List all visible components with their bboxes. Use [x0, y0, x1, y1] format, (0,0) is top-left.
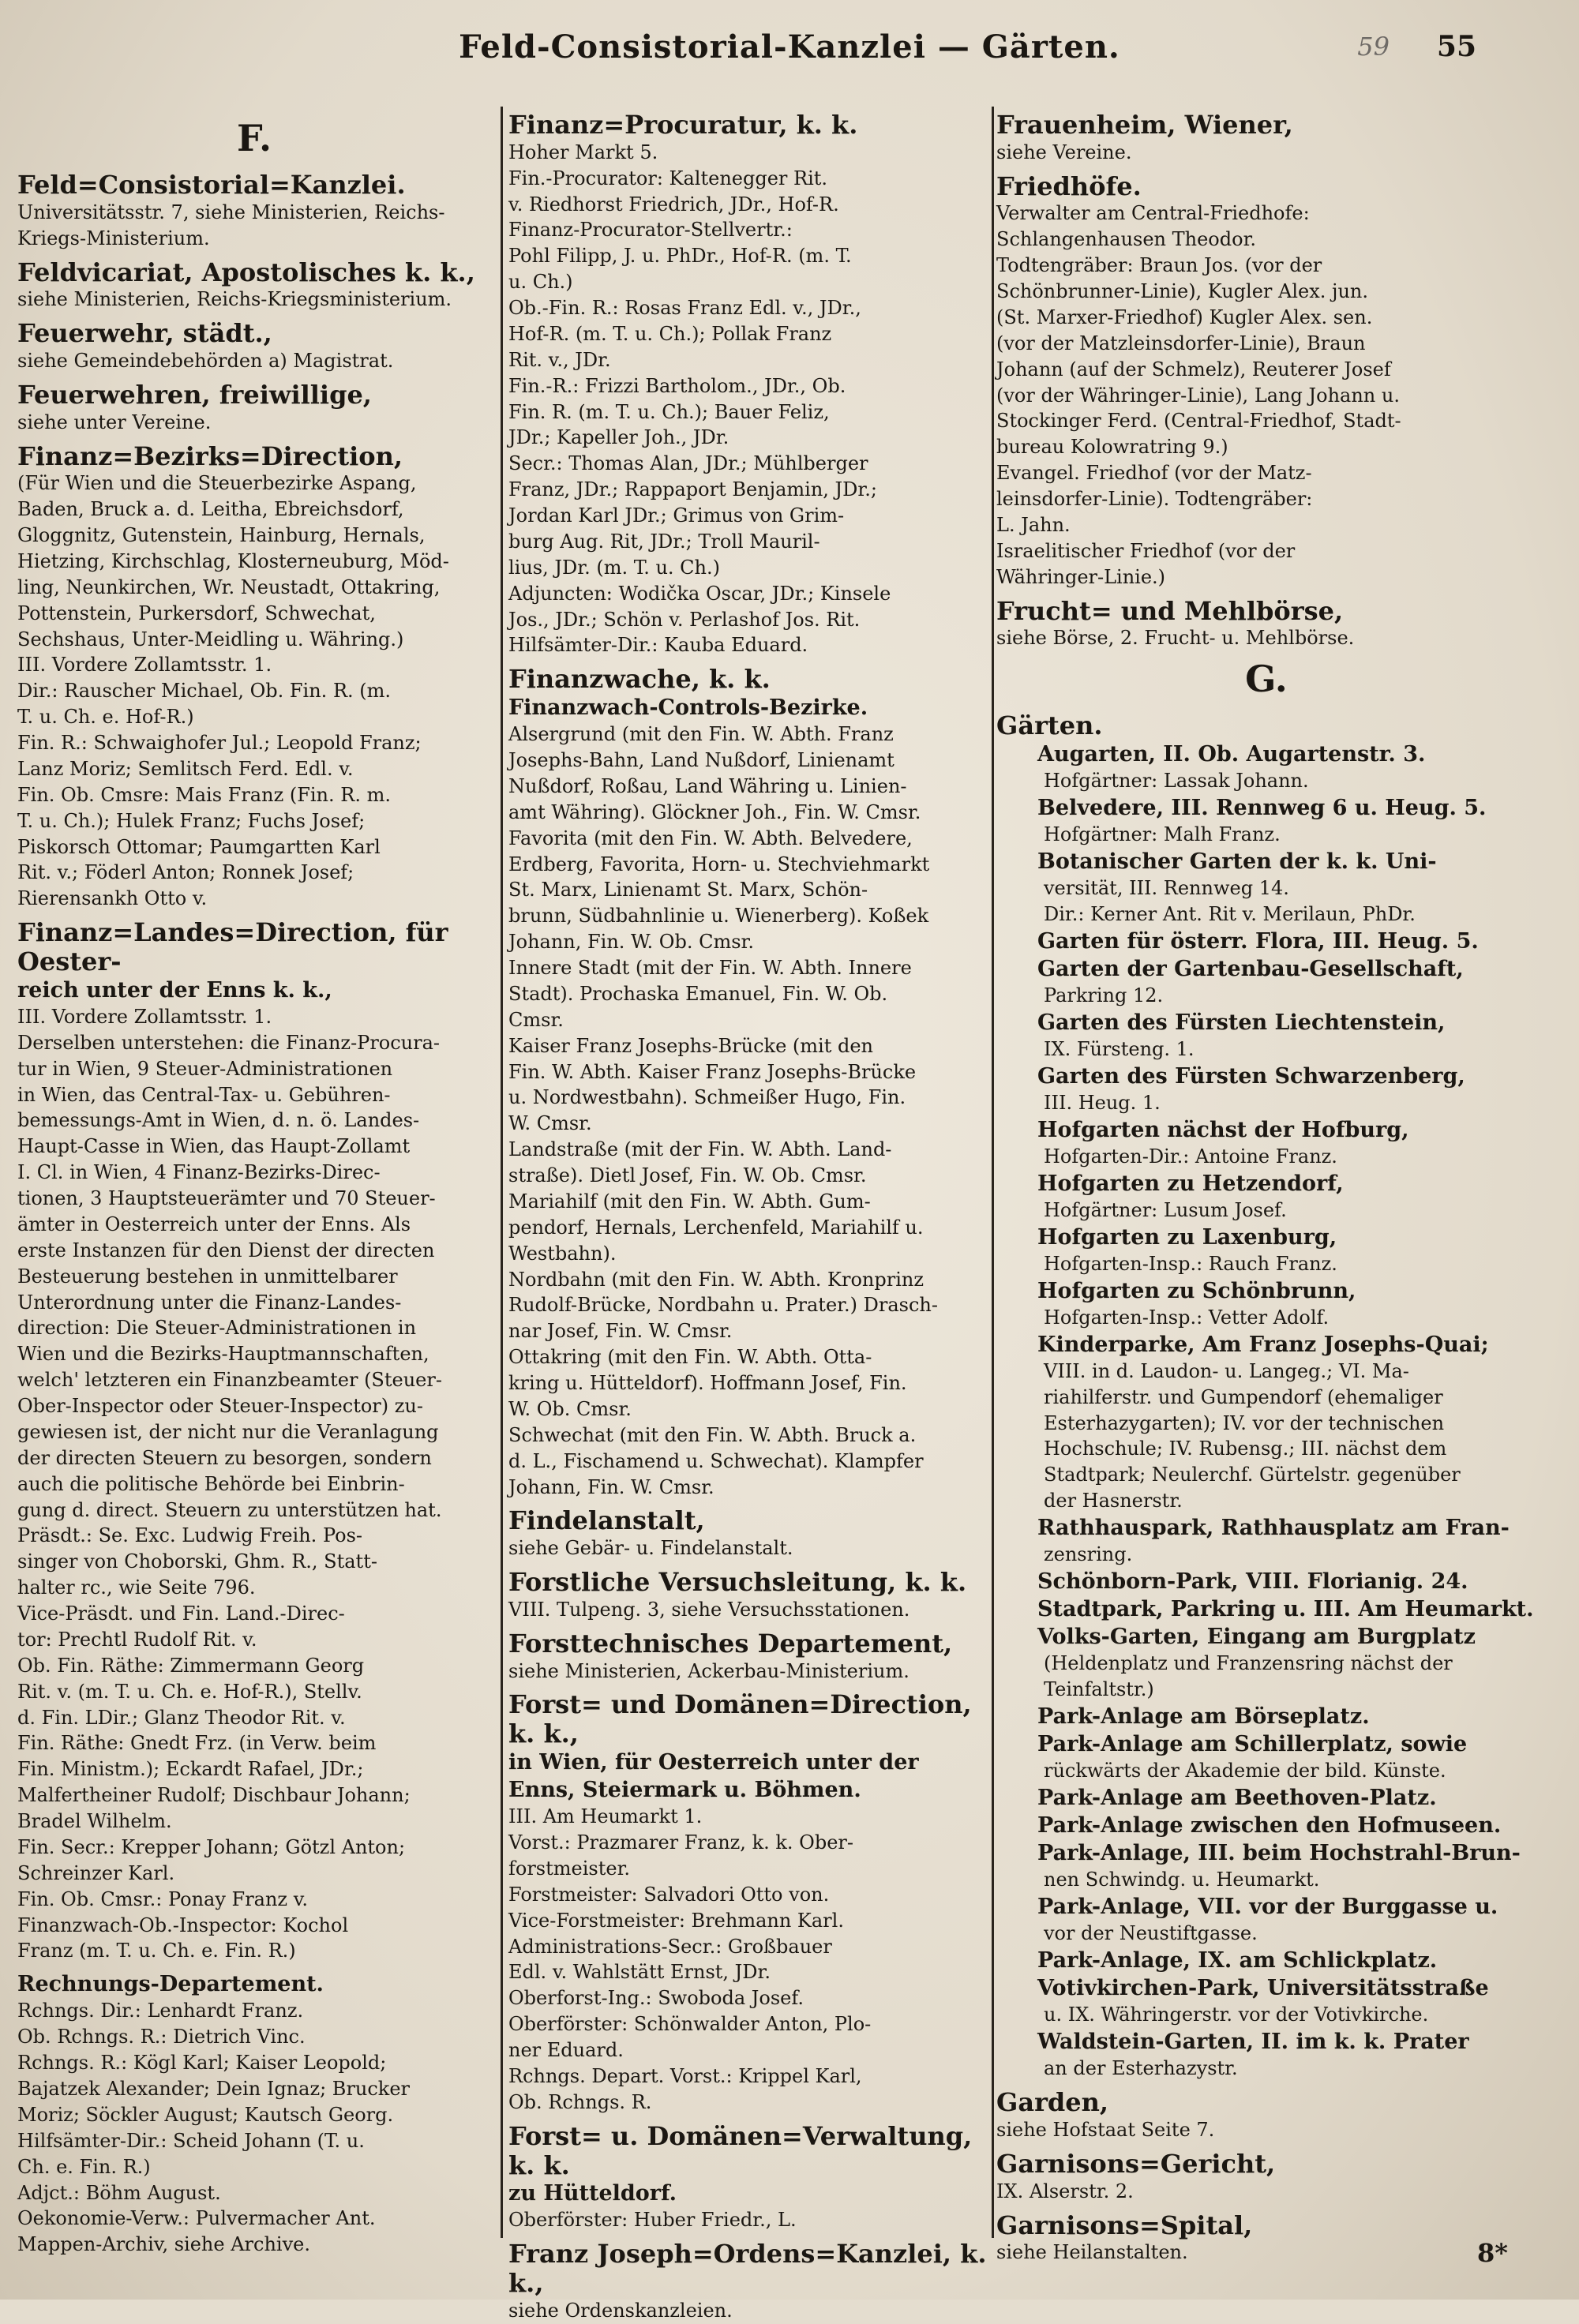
- entry-heading: Finanz=Landes=Direction, für Oester-: [17, 917, 448, 977]
- entry-line: Rchngs. Depart. Vorst.: Krippel Karl,: [508, 2064, 862, 2087]
- garden-name: Garten für österr. Flora, III. Heug. 5.: [1037, 928, 1479, 954]
- entry-line: ämter in Oesterreich unter der Enns. Als: [17, 1213, 411, 1235]
- garden-detail: an der Esterhazystr.: [1044, 2057, 1238, 2080]
- entry-line: tor: Prechtl Rudolf Rit. v.: [17, 1628, 257, 1651]
- entry-line: Lanz Moriz; Semlitsch Ferd. Edl. v.: [17, 757, 354, 780]
- garden-name: Kinderparke, Am Franz Josephs-Quai;: [1037, 1332, 1489, 1357]
- entry-line: Ob.-Fin. R.: Rosas Franz Edl. v., JDr.,: [508, 297, 861, 320]
- entry-line: Präsdt.: Se. Exc. Ludwig Freih. Pos-: [17, 1524, 362, 1547]
- entry-line: der directen Steuern zu besorgen, sondern: [17, 1446, 432, 1469]
- entry-line: kring u. Hütteldorf). Hoffmann Josef, Fin.: [508, 1372, 907, 1395]
- entry-line: Schlangenhausen Theodor.: [996, 228, 1257, 251]
- entry-line: Favorita (mit den Fin. W. Abth. Belvedere,: [508, 827, 913, 849]
- entry-line: welch' letzteren ein Finanzbeamter (Steuer-: [17, 1369, 442, 1392]
- garden-name: Park-Anlage am Börseplatz.: [1037, 1704, 1370, 1730]
- entry-heading: Finanzwache, k. k.: [508, 664, 771, 695]
- entry-line: Dir.: Rauscher Michael, Ob. Fin. R. (m.: [17, 680, 392, 703]
- entry-line: halter rc., wie Seite 796.: [17, 1576, 256, 1599]
- directory-entry: [17, 319, 491, 374]
- entry-line: Ob. Fin. Räthe: Zimmermann Georg: [17, 1654, 365, 1677]
- entry-line: Kaiser Franz Josephs-Brücke (mit den: [508, 1034, 874, 1057]
- entry-line: Mappen-Archiv, siehe Archive.: [17, 2233, 310, 2256]
- entry-line: Rudolf-Brücke, Nordbahn u. Prater.) Drasch-: [508, 1294, 938, 1317]
- entry-heading: Forstliche Versuchsleitung, k. k.: [508, 1567, 967, 1598]
- entry-heading: Forsttechnisches Departement,: [508, 1628, 953, 1659]
- entry-line: Administrations-Secr.: Großbauer: [508, 1935, 832, 1958]
- entry-line: siehe Heilanstalten.: [996, 2241, 1188, 2264]
- garden-detail: Stadtpark; Neulerchf. Gürtelstr. gegenüber: [1044, 1464, 1461, 1486]
- garden-name: Stadtpark, Parkring u. III. Am Heumarkt.: [1037, 1597, 1534, 1622]
- entry-line: Stockinger Ferd. (Central-Friedhof, Stadt-: [996, 410, 1401, 433]
- entry-line: T. u. Ch.); Hulek Franz; Fuchs Josef;: [17, 809, 366, 832]
- entry-line: Cmsr.: [508, 1008, 564, 1031]
- entry-line: forstmeister.: [508, 1857, 631, 1880]
- entry-line: Evangel. Friedhof (vor der Matz-: [996, 462, 1312, 485]
- entry-line: leinsdorfer-Linie). Todtengräber:: [996, 488, 1313, 511]
- garden-detail: Teinfaltstr.): [1044, 1678, 1154, 1701]
- entry-line: Ottakring (mit den Fin. W. Abth. Otta-: [508, 1346, 872, 1369]
- directory-entry: [508, 2240, 998, 2323]
- entry-heading: Forst= und Domänen=Direction, k. k.,: [508, 1689, 972, 1749]
- garden-name: Park-Anlage am Beethoven-Platz.: [1037, 1786, 1437, 1811]
- entry-heading: Feuerwehr, städt.,: [17, 318, 272, 349]
- garden-name: Park-Anlage am Schillerplatz, sowie: [1037, 1732, 1468, 1757]
- directory-entry: [508, 111, 998, 658]
- entry-line: Rierensankh Otto v.: [17, 887, 208, 910]
- entry-line: siehe Gebär- u. Findelanstalt.: [508, 1537, 793, 1560]
- entry-line: Hietzing, Kirchschlag, Klosterneuburg, Möd-: [17, 549, 449, 572]
- entry-line: Sechshaus, Unter-Meidling u. Währing.): [17, 628, 404, 650]
- entry-line: Unterordnung unter die Finanz-Landes-: [17, 1291, 402, 1314]
- entry-line: Israelitischer Friedhof (vor der: [996, 539, 1296, 562]
- entry-heading: Feldvicariat, Apostolisches k. k.,: [17, 257, 475, 287]
- entry-line: d. Fin. LDir.; Glanz Theodor Rit. v.: [17, 1706, 346, 1729]
- entry-line: Todtengräber: Braun Jos. (vor der: [996, 254, 1322, 277]
- garden-name: Volks-Garten, Eingang am Burgplatz: [1037, 1625, 1476, 1650]
- entry-line: Rit. v.; Föderl Anton; Ronnek Josef;: [17, 861, 354, 884]
- entry-line: Haupt-Casse in Wien, das Haupt-Zollamt: [17, 1135, 411, 1158]
- entry-line: Oberforst-Ing.: Swoboda Josef.: [508, 1987, 805, 2010]
- garden-detail: Hofgarten-Insp.: Vetter Adolf.: [1044, 1306, 1330, 1329]
- entry-heading: Forst= u. Domänen=Verwaltung, k. k.: [508, 2120, 973, 2180]
- entry-line: III. Vordere Zollamtsstr. 1.: [17, 1005, 272, 1028]
- entry-line: straße). Dietl Josef, Fin. W. Ob. Cmsr.: [508, 1164, 867, 1187]
- garden-detail: rückwärts der Akademie der bild. Künste.: [1044, 1760, 1446, 1782]
- garden-detail: zensring.: [1044, 1543, 1133, 1566]
- column-2: [508, 110, 998, 2322]
- directory-entry: [508, 665, 998, 1500]
- entry-heading: Feuerwehren, freiwillige,: [17, 379, 372, 410]
- garden-detail: Hofgärtner: Malh Franz.: [1044, 823, 1281, 846]
- garden-name: Hofgarten zu Hetzendorf,: [1037, 1171, 1344, 1196]
- entry-line: Fin. Ministm.); Eckardt Rafael, JDr.;: [17, 1758, 364, 1781]
- entry-line: IX. Alserstr. 2.: [996, 2180, 1134, 2202]
- directory-entry: [996, 2211, 1536, 2266]
- entry-subheading: in Wien, für Oesterreich unter der: [508, 1750, 919, 1775]
- garden-detail: Hofgärtner: Lassak Johann.: [1044, 770, 1309, 793]
- directory-entry: [996, 597, 1536, 652]
- garden-name: Belvedere, III. Rennweg 6 u. Heug. 5.: [1037, 796, 1487, 821]
- garden-detail: Parkring 12.: [1044, 984, 1164, 1007]
- entry-line: direction: Die Steuer-Administrationen in: [17, 1317, 417, 1340]
- entry-line: W. Ob. Cmsr.: [508, 1397, 632, 1420]
- entry-line: Nordbahn (mit den Fin. W. Abth. Kronprinz: [508, 1268, 924, 1291]
- entry-line: Ch. e. Fin. R.): [17, 2155, 151, 2178]
- entry-line: Johann, Fin. W. Ob. Cmsr.: [508, 931, 754, 954]
- entry-line: T. u. Ch. e. Hof-R.): [17, 706, 194, 729]
- section-letter: G.: [1245, 658, 1288, 701]
- entry-line: Stadt). Prochaska Emanuel, Fin. W. Ob.: [508, 982, 888, 1005]
- garden-name: Rathhauspark, Rathhausplatz am Fran-: [1037, 1516, 1510, 1541]
- entry-line: Pottenstein, Purkersdorf, Schwechat,: [17, 602, 376, 624]
- entry-line: siehe Ordenskanzleien.: [508, 2299, 733, 2322]
- entry-line: siehe Vereine.: [996, 141, 1132, 163]
- entry-heading: Garnisons=Gericht,: [996, 2148, 1276, 2179]
- garden-detail: der Hasnerstr.: [1044, 1490, 1183, 1512]
- entry-line: Fin. Ob. Cmsre: Mais Franz (Fin. R. m.: [17, 783, 391, 806]
- entry-line: siehe Hofstaat Seite 7.: [996, 2119, 1215, 2142]
- entry-line: Hilfsämter-Dir.: Kauba Eduard.: [508, 634, 808, 657]
- entry-line: Landstraße (mit der Fin. W. Abth. Land-: [508, 1138, 892, 1161]
- entry-line: Johann (auf der Schmelz), Reuterer Josef: [996, 358, 1391, 380]
- entry-line: Finanz-Procurator-Stellvertr.:: [508, 219, 793, 242]
- entry-heading: Friedhöfe.: [996, 171, 1142, 201]
- entry-line: W. Cmsr.: [508, 1112, 592, 1135]
- directory-entry: [17, 918, 491, 1964]
- garden-detail: III. Heug. 1.: [1044, 1091, 1161, 1114]
- entry-line: brunn, Südbahnlinie u. Wienerberg). Koßek: [508, 905, 929, 928]
- garden-detail: Hofgärtner: Lusum Josef.: [1044, 1198, 1287, 1221]
- directory-entry: [508, 2122, 998, 2234]
- garden-name: Park-Anlage, VII. vor der Burggasse u.: [1037, 1895, 1498, 1920]
- entry-line: gewiesen ist, der nicht nur die Veranlagung: [17, 1420, 439, 1443]
- entry-line: Franz (m. T. u. Ch. e. Fin. R.): [17, 1940, 296, 1962]
- entry-line: Franz, JDr.; Rappaport Benjamin, JDr.;: [508, 478, 877, 501]
- column-1: [17, 111, 491, 2256]
- entry-line: Hof-R. (m. T. u. Ch.); Pollak Franz: [508, 322, 832, 345]
- entry-line: L. Jahn.: [996, 513, 1071, 536]
- entry-line: Rit. v., JDr.: [508, 348, 611, 371]
- directory-entry: [996, 711, 1536, 2082]
- entry-line: III. Vordere Zollamtsstr. 1.: [17, 654, 272, 677]
- garden-detail: IX. Fürsteng. 1.: [1044, 1038, 1195, 1060]
- entry-line: Fin.-Procurator: Kaltenegger Rit.: [508, 167, 828, 189]
- entry-line: burg Aug. Rit, JDr.; Troll Mauril-: [508, 530, 820, 553]
- entry-line: Adjuncten: Wodička Oscar, JDr.; Kinsele: [508, 582, 891, 605]
- garden-name: Garten des Fürsten Liechtenstein,: [1037, 1010, 1446, 1035]
- entry-subheading: zu Hütteldorf.: [508, 2181, 677, 2206]
- entry-line: Oberförster: Schönwalder Anton, Plo-: [508, 2013, 872, 2036]
- garden-name: Votivkirchen-Park, Universitätsstraße: [1037, 1976, 1489, 2001]
- directory-entry: [17, 380, 491, 436]
- garden-name: Park-Anlage, IX. am Schlickplatz.: [1037, 1948, 1438, 1974]
- garden-detail: Esterhazygarten); IV. vor der technischen: [1044, 1411, 1445, 1434]
- entry-heading: Feld=Consistorial=Kanzlei.: [17, 170, 406, 200]
- entry-line: Josephs-Bahn, Land Nußdorf, Linienamt: [508, 749, 895, 772]
- entry-line: Währinger-Linie.): [996, 565, 1166, 588]
- entry-line: lius, JDr. (m. T. u. Ch.): [508, 556, 720, 579]
- entry-line: Pohl Filipp, J. u. PhDr., Hof-R. (m. T.: [508, 245, 852, 268]
- directory-entry: [508, 1629, 998, 1685]
- entry-line: gung d. direct. Steuern zu unterstützen hat.: [17, 1498, 442, 1521]
- entry-line: Secr.: Thomas Alan, JDr.; Mühlberger: [508, 452, 868, 475]
- entry-subheading: Enns, Steiermark u. Böhmen.: [508, 1778, 861, 1803]
- entry-line: Universitätsstr. 7, siehe Ministerien, Reichs-: [17, 201, 445, 223]
- garden-name: Hofgarten nächst der Hofburg,: [1037, 1117, 1409, 1142]
- entry-subheading: reich unter der Enns k. k.,: [17, 977, 332, 1003]
- entry-line: Rchngs. Dir.: Lenhardt Franz.: [17, 2000, 304, 2022]
- entry-line: bemessungs-Amt in Wien, d. n. ö. Landes-: [17, 1109, 420, 1132]
- entry-line: Hilfsämter-Dir.: Scheid Johann (T. u.: [17, 2129, 365, 2152]
- entry-line: amt Währing). Glöckner Joh., Fin. W. Cmsr.: [508, 800, 921, 823]
- entry-line: siehe Börse, 2. Frucht- u. Mehlbörse.: [996, 627, 1355, 650]
- garden-name: Garten des Fürsten Schwarzenberg,: [1037, 1063, 1465, 1089]
- entry-line: Adjct.: Böhm August.: [17, 2181, 221, 2204]
- entry-line: Kriegs-Ministerium.: [17, 227, 210, 249]
- entry-line: Vorst.: Prazmarer Franz, k. k. Ober-: [508, 1831, 853, 1854]
- garden-name: Botanischer Garten der k. k. Uni-: [1037, 849, 1437, 874]
- running-header: Feld-Consistorial-Kanzlei — Gärten.: [459, 28, 1120, 66]
- entry-line: Vice-Forstmeister: Brehmann Karl.: [508, 1909, 844, 1932]
- entry-line: Besteuerung bestehen in unmittelbarer: [17, 1265, 398, 1288]
- entry-line: singer von Choborski, Ghm. R., Statt-: [17, 1550, 377, 1573]
- entry-line: Fin. Räthe: Gnedt Frz. (in Verw. beim: [17, 1732, 377, 1755]
- entry-line: VIII. Tulpeng. 3, siehe Versuchsstationen.: [508, 1598, 910, 1621]
- garden-detail: versität, III. Rennweg 14.: [1044, 877, 1289, 900]
- garden-detail: VIII. in d. Laudon- u. Langeg.; VI. Ma-: [1044, 1359, 1409, 1382]
- directory-entry: [996, 2088, 1536, 2143]
- handwritten-page-note: 59: [1357, 32, 1390, 62]
- garden-detail: Hochschule; IV. Rubensg.; III. nächst dem: [1044, 1438, 1447, 1460]
- entry-line: Verwalter am Central-Friedhofe:: [996, 202, 1310, 225]
- entry-line: III. Am Heumarkt 1.: [508, 1805, 703, 1828]
- entry-heading: Garden,: [996, 2087, 1109, 2118]
- entry-line: Ober-Inspector oder Steuer-Inspector) zu-: [17, 1395, 423, 1418]
- garden-name: Augarten, II. Ob. Augartenstr. 3.: [1037, 742, 1426, 767]
- entry-line: u. Nordwestbahn). Schmeißer Hugo, Fin.: [508, 1086, 906, 1109]
- garden-detail: nen Schwindg. u. Heumarkt.: [1044, 1869, 1320, 1891]
- entry-line: siehe Ministerien, Reichs-Kriegsministerium.: [17, 288, 452, 311]
- entry-line: Hoher Markt 5.: [508, 141, 658, 163]
- directory-entry: [17, 258, 491, 313]
- entry-line: v. Riedhorst Friedrich, JDr., Hof-R.: [508, 193, 839, 216]
- garden-detail: u. IX. Währingerstr. vor der Votivkirche.: [1044, 2004, 1429, 2026]
- entry-line: Mariahilf (mit den Fin. W. Abth. Gum-: [508, 1190, 871, 1213]
- entry-line: Nußdorf, Roßau, Land Währing u. Linien-: [508, 774, 907, 797]
- garden-name: Garten der Gartenbau-Gesellschaft,: [1037, 956, 1464, 981]
- entry-line: I. Cl. in Wien, 4 Finanz-Bezirks-Direc-: [17, 1161, 381, 1184]
- entry-line: Bradel Wilhelm.: [17, 1810, 172, 1833]
- entry-line: Fin. Secr.: Krepper Johann; Götzl Anton;: [17, 1835, 406, 1858]
- entry-line: Ob. Rchngs. R.: Dietrich Vinc.: [17, 2026, 306, 2048]
- garden-name: Park-Anlage, III. beim Hochstrahl-Brun-: [1037, 1841, 1521, 1866]
- entry-line: Oberförster: Huber Friedr., L.: [508, 2209, 797, 2232]
- entry-line: ner Eduard.: [508, 2039, 624, 2062]
- entry-line: ling, Neunkirchen, Wr. Neustadt, Ottakring,: [17, 575, 441, 598]
- entry-line: d. L., Fischamend u. Schwechat). Klampfer: [508, 1449, 924, 1472]
- garden-detail: Hofgarten-Insp.: Rauch Franz.: [1044, 1252, 1337, 1275]
- directory-entry: [996, 2150, 1536, 2205]
- entry-line: u. Ch.): [508, 271, 573, 294]
- entry-line: Vice-Präsdt. und Fin. Land.-Direc-: [17, 1602, 345, 1625]
- garden-detail: Dir.: Kerner Ant. Rit v. Merilaun, PhDr.: [1044, 902, 1416, 925]
- entry-line: Schönbrunner-Linie), Kugler Alex. jun.: [996, 280, 1368, 303]
- entry-subheading: Finanzwach-Controls-Bezirke.: [508, 695, 868, 721]
- entry-heading: Frauenheim, Wiener,: [996, 110, 1293, 140]
- entry-line: St. Marx, Linienamt St. Marx, Schön-: [508, 879, 868, 901]
- entry-heading: Frucht= und Mehlbörse,: [996, 595, 1344, 626]
- entry-line: tionen, 3 Hauptsteuerämter und 70 Steuer-: [17, 1187, 436, 1210]
- entry-line: tur in Wien, 9 Steuer-Administrationen: [17, 1057, 393, 1080]
- column-3: [996, 110, 1536, 2264]
- garden-detail: (Heldenplatz und Franzensring nächst der: [1044, 1652, 1453, 1675]
- entry-heading: Franz Joseph=Ordens=Kanzlei, k. k.,: [508, 2239, 987, 2299]
- entry-line: Bajatzek Alexander; Dein Ignaz; Brucker: [17, 2078, 411, 2101]
- page-number: 55: [1436, 30, 1476, 63]
- entry-line: Erdberg, Favorita, Horn- u. Stechviehmarkt: [508, 853, 930, 875]
- entry-line: Malfertheiner Rudolf; Dischbaur Johann;: [17, 1784, 411, 1807]
- entry-line: JDr.; Kapeller Joh., JDr.: [508, 426, 729, 449]
- entry-heading: Finanz=Bezirks=Direction,: [17, 440, 403, 471]
- entry-subheading: Rechnungs-Departement.: [17, 1972, 324, 1997]
- entry-line: Fin.-R.: Frizzi Bartholom., JDr., Ob.: [508, 374, 846, 397]
- entry-line: Fin. R.: Schwaighofer Jul.; Leopold Franz;: [17, 732, 422, 755]
- entry-line: Fin. W. Abth. Kaiser Franz Josephs-Brücke: [508, 1060, 917, 1083]
- entry-line: Derselben unterstehen: die Finanz-Procura-: [17, 1031, 441, 1054]
- entry-line: Baden, Bruck a. d. Leitha, Ebreichsdorf,: [17, 498, 404, 521]
- entry-line: Gloggnitz, Gutenstein, Hainburg, Hernals,: [17, 524, 426, 547]
- entry-line: Edl. v. Wahlstätt Ernst, JDr.: [508, 1961, 771, 1984]
- entry-line: Rit. v. (m. T. u. Ch. e. Hof-R.), Stellv.: [17, 1680, 362, 1703]
- entry-heading: Garnisons=Spital,: [996, 2210, 1253, 2240]
- entry-line: Alsergrund (mit den Fin. W. Abth. Franz: [508, 723, 894, 746]
- garden-name: Hofgarten zu Laxenburg,: [1037, 1224, 1337, 1250]
- entry-heading: Gärten.: [996, 710, 1103, 741]
- entry-line: (vor der Währinger-Linie), Lang Johann u.: [996, 384, 1400, 407]
- garden-detail: vor der Neustiftgasse.: [1044, 1922, 1258, 1945]
- entry-heading: Findelanstalt,: [508, 1505, 705, 1536]
- entry-line: Oekonomie-Verw.: Pulvermacher Ant.: [17, 2207, 376, 2230]
- entry-line: siehe unter Vereine.: [17, 410, 212, 433]
- signature-mark: 8*: [1477, 2238, 1508, 2268]
- entry-line: in Wien, das Central-Tax- u. Gebühren-: [17, 1083, 391, 1106]
- column-divider: [501, 107, 503, 2238]
- entry-line: Fin. Ob. Cmsr.: Ponay Franz v.: [17, 1887, 309, 1910]
- entry-line: Rchngs. R.: Kögl Karl; Kaiser Leopold;: [17, 2052, 387, 2075]
- entry-line: siehe Ministerien, Ackerbau-Ministerium.: [508, 1659, 910, 1682]
- entry-line: Forstmeister: Salvadori Otto von.: [508, 1883, 830, 1906]
- section-letter: F.: [236, 117, 272, 159]
- entry-line: Schwechat (mit den Fin. W. Abth. Bruck a.: [508, 1423, 917, 1446]
- entry-line: siehe Gemeindebehörden a) Magistrat.: [17, 350, 394, 373]
- directory-entry: [17, 442, 491, 913]
- entry-line: pendorf, Hernals, Lerchenfeld, Mariahilf u.: [508, 1216, 924, 1239]
- directory-entry: [508, 1506, 998, 1561]
- garden-detail: Hofgarten-Dir.: Antoine Franz.: [1044, 1145, 1337, 1168]
- garden-name: Schönborn-Park, VIII. Florianig. 24.: [1037, 1569, 1468, 1595]
- directory-entry: [508, 1690, 998, 2115]
- entry-line: Westbahn).: [508, 1242, 617, 1265]
- directory-entry: [17, 1970, 491, 2258]
- entry-line: Jordan Karl JDr.; Grimus von Grim-: [508, 504, 845, 527]
- entry-line: Piskorsch Ottomar; Paumgartten Karl: [17, 835, 381, 858]
- entry-line: Johann, Fin. W. Cmsr.: [508, 1475, 714, 1498]
- entry-line: Wien und die Bezirks-Hauptmannschaften,: [17, 1343, 429, 1366]
- entry-line: auch die politische Behörde bei Einbrin-: [17, 1472, 405, 1495]
- entry-line: (St. Marxer-Friedhof) Kugler Alex. sen.: [996, 305, 1373, 328]
- directory-entry: [996, 111, 1536, 166]
- entry-heading: Finanz=Procuratur, k. k.: [508, 110, 858, 140]
- entry-line: erste Instanzen für den Dienst der directen: [17, 1239, 435, 1261]
- directory-entry: [996, 172, 1536, 590]
- entry-line: nar Josef, Fin. W. Cmsr.: [508, 1320, 733, 1343]
- directory-entry: [508, 1568, 998, 1623]
- entry-line: Schreinzer Karl.: [17, 1861, 175, 1884]
- garden-name: Park-Anlage zwischen den Hofmuseen.: [1037, 1813, 1502, 1839]
- garden-name: Waldstein-Garten, II. im k. k. Prater: [1037, 2030, 1469, 2055]
- entry-line: Fin. R. (m. T. u. Ch.); Bauer Feliz,: [508, 400, 830, 423]
- directory-entry: [17, 171, 491, 252]
- entry-line: (vor der Matzleinsdorfer-Linie), Braun: [996, 332, 1366, 354]
- entry-line: (Für Wien und die Steuerbezirke Aspang,: [17, 472, 417, 495]
- garden-detail: riahilferstr. und Gumpendorf (ehemaliger: [1044, 1385, 1443, 1408]
- entry-line: Moriz; Söckler August; Kautsch Georg.: [17, 2103, 394, 2126]
- entry-line: bureau Kolowratring 9.): [996, 436, 1228, 459]
- entry-line: Jos., JDr.; Schön v. Perlashof Jos. Rit.: [508, 608, 861, 631]
- garden-name: Hofgarten zu Schönbrunn,: [1037, 1278, 1356, 1303]
- entry-line: Innere Stadt (mit der Fin. W. Abth. Innere: [508, 957, 912, 980]
- entry-line: Ob. Rchngs. R.: [508, 2090, 652, 2113]
- entry-line: Finanzwach-Ob.-Inspector: Kochol: [17, 1914, 349, 1936]
